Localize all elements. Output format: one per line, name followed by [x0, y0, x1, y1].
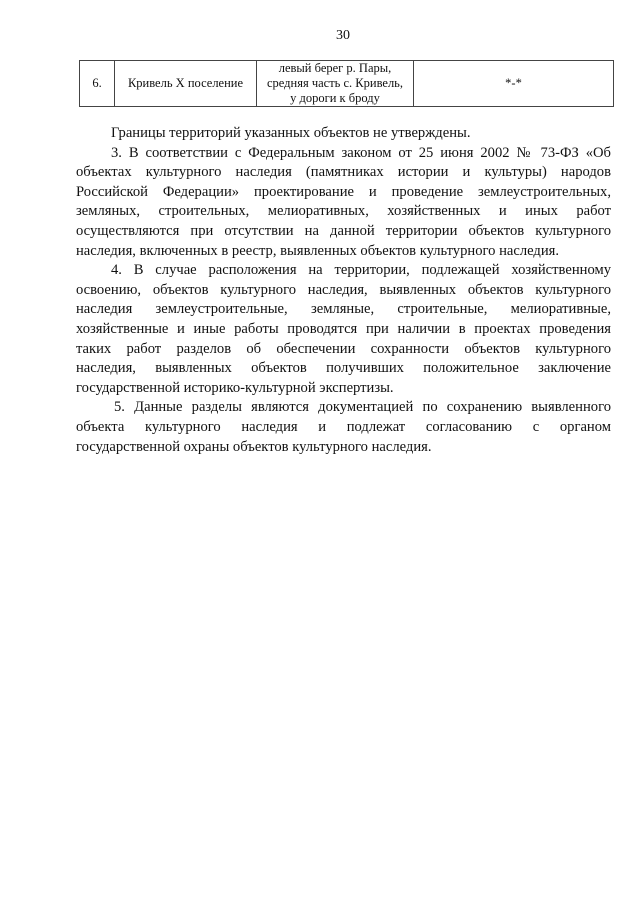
location-line: у дороги к броду [290, 91, 380, 105]
paragraph [76, 144, 611, 262]
location-line: средняя часть с. Кривель, [266, 76, 404, 90]
paragraph [76, 124, 611, 144]
cell-location [257, 61, 414, 107]
text-line: объекта культурного наследия и подлежат согласованию с органом [76, 418, 611, 435]
text-line: 5. Данные разделы являются документацией по сохранению выявленного [114, 399, 611, 416]
text-line: осуществляются при отсутствии на данной территории объектов культурного [76, 222, 611, 239]
text-line: освоению, объектов культурного наследия, выявленных объектов культурного [76, 281, 611, 298]
text-line: Границы территорий указанных объектов не утверждены. [111, 125, 471, 141]
table-row [80, 61, 614, 107]
text-line: таких работ разделов об обеспечении сохранности объектов культурного [76, 340, 611, 357]
cell-number: 6. [80, 61, 115, 107]
cell-object-name: Кривель Х поселение [115, 61, 257, 107]
text-line: хозяйственные и иные работы проводятся при наличии в проектах проведения [76, 320, 611, 337]
document-body [76, 124, 611, 457]
heritage-objects-table [79, 60, 614, 107]
text-line: наследия землеустроительные, земляные, строительные, мелиоративные, [76, 301, 611, 318]
paragraph [76, 261, 611, 398]
cell-boundaries: *-* [414, 61, 614, 107]
page-number: 30 [336, 28, 350, 43]
text-line: государственной охраны объектов культурного наследия. [76, 438, 432, 455]
text-line: земляных, строительных, мелиоративных, хозяйственных и иных работ [76, 203, 611, 220]
text-line: 4. В случае расположения на территории, подлежащей хозяйственному [111, 262, 611, 279]
paragraph [76, 398, 611, 457]
text-line: 3. В соответствии с Федеральным законом от 25 июня 2002 № 73-ФЗ «Об [111, 144, 611, 161]
location-line: левый берег р. Пары, [278, 61, 392, 75]
text-line: объектах культурного наследия (памятниках истории и культуры) народов [76, 164, 611, 181]
text-line: Российской Федерации» проектирование и проведение землеустроительных, [76, 183, 611, 200]
text-line: наследия, включенных в реестр, выявленных объектов культурного наследия. [76, 242, 559, 259]
text-line: государственной историко-культурной экспертизы. [76, 379, 394, 396]
text-line: наследия, выявленных объектов получивших положительное заключение [76, 360, 611, 377]
